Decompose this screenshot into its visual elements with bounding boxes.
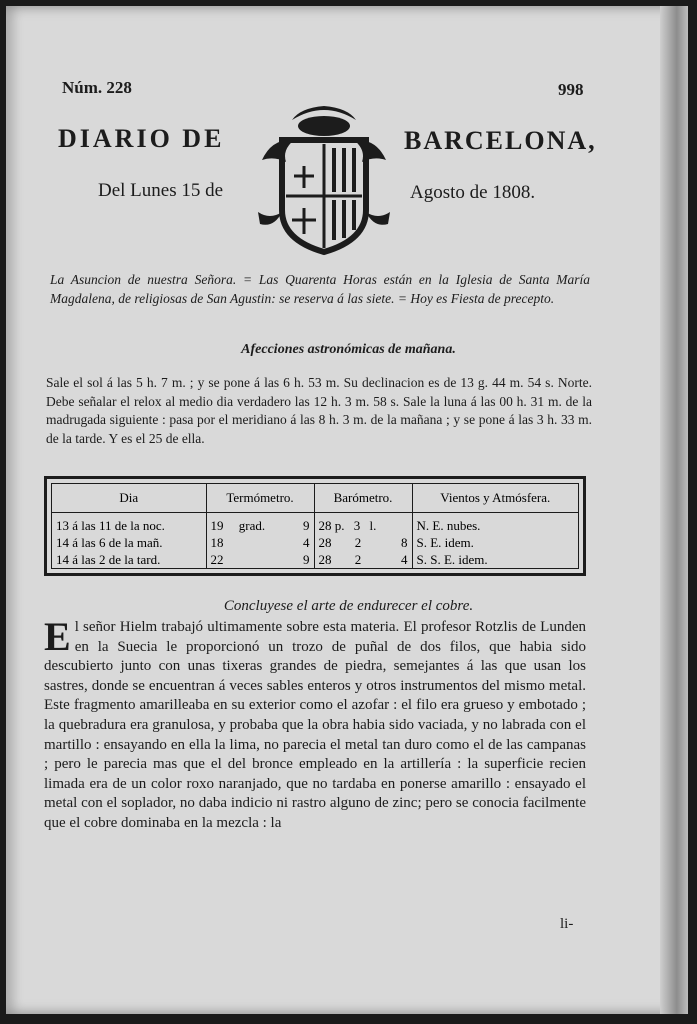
cell-vientos: N. E. nubes. <box>416 517 481 533</box>
cell-dia: 13 á las 11 de la noc. <box>52 513 206 535</box>
cell-barometro <box>314 551 412 568</box>
page-fold <box>660 6 688 1014</box>
cell-barometro <box>314 513 412 535</box>
astro-heading: Afecciones astronómicas de mañana. <box>241 342 456 357</box>
cell-termometro <box>206 534 314 551</box>
date-right: Agosto de 1808. <box>410 182 536 203</box>
drop-cap: E <box>44 614 71 659</box>
issue-number: Núm. 228 <box>62 78 132 97</box>
cell-dia: 14 á las 2 de la tard. <box>52 551 206 568</box>
header-vientos: Vientos y Atmósfera. <box>412 484 578 513</box>
thermo-degrees: 19 <box>210 517 224 533</box>
thermo-degrees: 18 <box>210 534 224 550</box>
cell-dia: 14 á las 6 de la mañ. <box>52 534 206 551</box>
cell-vientos: S. E. idem. <box>416 534 474 550</box>
cell-barometro <box>314 534 412 551</box>
baro-unit: l. <box>369 517 377 533</box>
baro-lines: 3 <box>353 517 361 533</box>
table-row <box>52 551 578 568</box>
cell-vientos: S. S. E. idem. <box>416 551 488 567</box>
barcelona-coat-of-arms-icon <box>252 100 396 256</box>
table-header-row <box>52 484 578 513</box>
weather-table <box>52 484 578 568</box>
header-termometro: Termómetro. <box>206 484 314 513</box>
table-row <box>52 534 578 551</box>
masthead-title-right: BARCELONA, <box>404 126 597 155</box>
table-row <box>52 513 578 535</box>
weather-table-frame <box>44 476 586 576</box>
catchword: li- <box>560 916 574 932</box>
header-dia: Dia <box>52 484 206 513</box>
article-heading: Concluyese el arte de endurecer el cobre. <box>223 598 474 614</box>
baro-inches: 28 <box>318 534 332 550</box>
article-text: l señor Hielm trabajó ultimamente sobre esta materia. El profesor Rotzlis de Lunden en la Suecia le proporcionó un trozo de puñal de dos filos, que habia sido descubierto junto con unas tixeras grandes de piedra, semejantes á las que usan los sastres, donde se encuentran á veces sables enteros y otros instrumentos del mismo metal. Este fragmento amarilleaba en su exterior como el azofar : el filo era grueso y embotado ; la quebradura era granulosa, y probaba que la obra habia sido vaciada, y no labrada con el martillo : ensayando en ella la lima, no parecia el metal tan duro como el de las campanas ; pero le parecia mas que el del bronce empleado en la artillería : la superficie recien limada era de un color roxo naranjado, que no tardaba en ponerse amarillo : ensayado el metal con el soplador, no daba indicio ni rastro alguno de zinc; pero se conocia facilmente que el cobre dominaba en la mezcla : la <box>44 619 586 831</box>
date-left: Del Lunes 15 de <box>98 180 224 201</box>
astro-text: Sale el sol á las 5 h. 7 m. ; y se pone á las 6 h. 53 m. Su declinacion es de 13 g. 44 m. 54 s. Norte. Debe señalar el relox al medio dia verdadero las 12 h. 3 m. 58 s. Sale la luna á las 00 h. 31 m. de la madrugada siguiente : pasa por el meridiano á las 8 h. 3 m. de la mañana ; y se pone á las 3 h. 33 m. de la tarde. Y es el 25 de ella. <box>46 375 592 446</box>
thermo-fraction: 9 <box>303 551 310 567</box>
thermo-fraction: 9 <box>303 517 310 533</box>
religious-notice: La Asuncion de nuestra Señora. = Las Quarenta Horas están en la Iglesia de Santa María Magdalena, de religiosas de San Agustin: se reserva á las siete. = Hoy es Fiesta de precepto. <box>50 272 590 306</box>
baro-lines: 2 <box>354 534 362 550</box>
article-body <box>44 614 586 834</box>
thermo-unit: grad. <box>238 517 266 533</box>
thermo-degrees: 22 <box>210 551 224 567</box>
baro-inches: 28 <box>318 551 332 567</box>
cell-termometro <box>206 513 314 535</box>
cell-termometro <box>206 551 314 568</box>
baro-fraction: 8 <box>401 534 408 550</box>
thermo-fraction: 4 <box>303 534 310 550</box>
masthead-title-left: DIARIO DE <box>58 124 225 153</box>
baro-inches: 28 p. <box>318 517 345 533</box>
header-barometro: Barómetro. <box>314 484 412 513</box>
baro-fraction: 4 <box>401 551 408 567</box>
page-number: 998 <box>558 80 584 99</box>
baro-lines: 2 <box>354 551 362 567</box>
